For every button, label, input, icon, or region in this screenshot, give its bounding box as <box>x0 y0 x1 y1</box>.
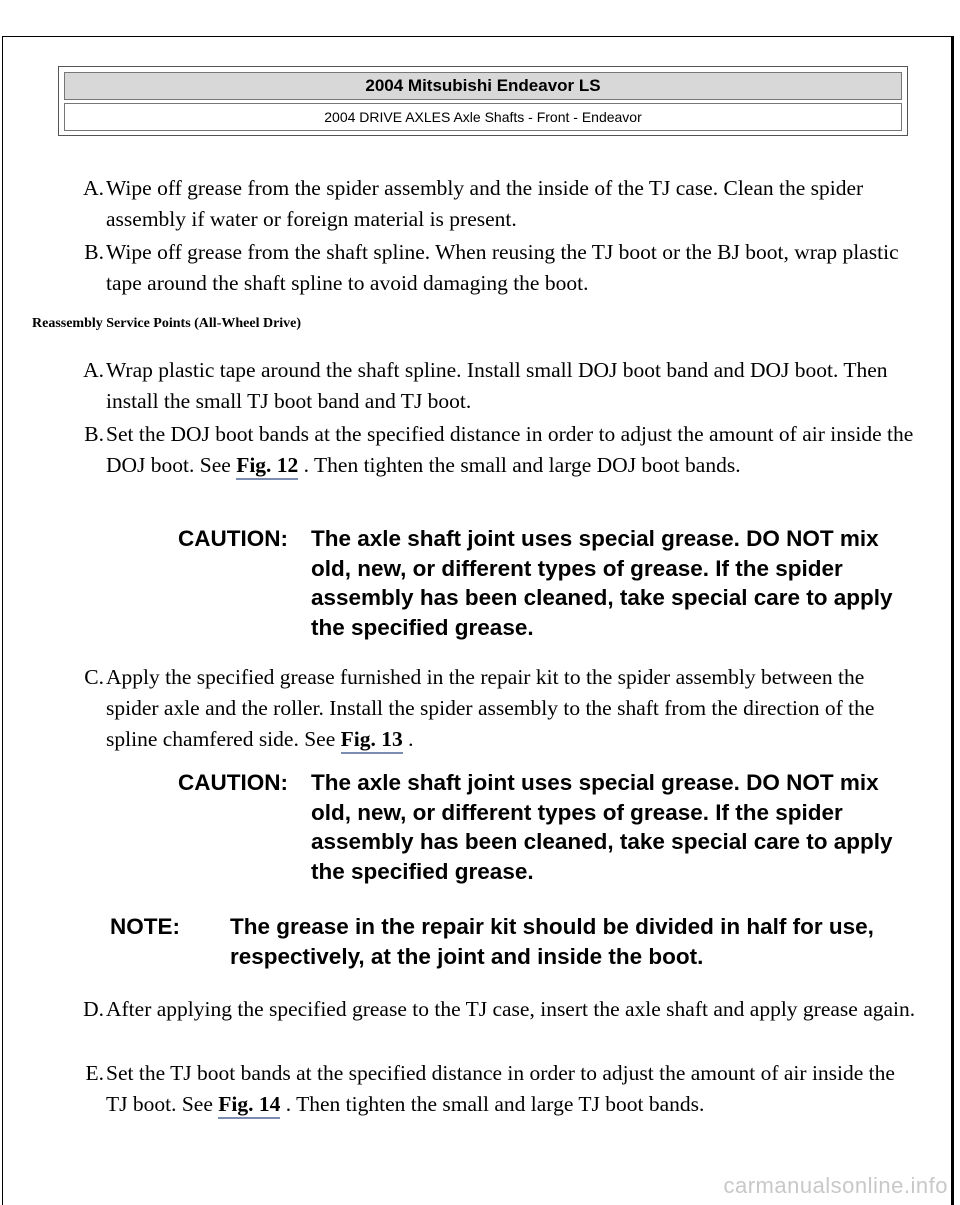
item-text-before: Set the TJ boot bands at the specified distance in order to adjust the amount of air inside the TJ boot. See <box>106 1061 895 1116</box>
item-text <box>106 1058 920 1120</box>
fig-13-link[interactable]: Fig. 13 <box>341 727 403 754</box>
item-text <box>106 662 920 755</box>
item-text-after: . <box>408 727 414 751</box>
section-heading: Reassembly Service Points (All-Wheel Drive) <box>32 316 302 331</box>
section-subtitle: 2004 DRIVE AXLES Axle Shafts - Front - Endeavor <box>64 103 902 131</box>
note-label: NOTE: <box>110 914 180 939</box>
item-letter: B. <box>84 240 104 264</box>
site-watermark: carmanualsonline.info <box>723 1173 948 1198</box>
item-text: Wipe off grease from the shaft spline. When reusing the TJ boot or the BJ boot, wrap plastic tape around the shaft spline to avoid damaging the boot. <box>106 240 899 295</box>
reassembly-item-c <box>70 662 920 755</box>
caution-label: CAUTION: <box>178 770 288 795</box>
caution-notice-1 <box>178 524 908 642</box>
item-text-after: . Then tighten the small and large DOJ boot bands. <box>303 453 741 477</box>
item-letter: A. <box>83 358 104 382</box>
reassembly-item-e <box>70 1058 920 1120</box>
item-text-after: . Then tighten the small and large TJ boot bands. <box>285 1092 705 1116</box>
item-text: After applying the specified grease to the TJ case, insert the axle shaft and apply grease again. <box>106 997 916 1021</box>
caution-text: The axle shaft joint uses special grease. DO NOT mix old, new, or different types of grease. If the spider assembly has been cleaned, take special care to apply the specified grease. <box>311 526 893 640</box>
note-notice <box>110 912 908 971</box>
fig-12-link[interactable]: Fig. 12 <box>236 453 298 480</box>
item-text: Wrap plastic tape around the shaft spline. Install small DOJ boot band and DOJ boot. Then install the small TJ boot band and TJ boot. <box>106 358 888 413</box>
item-text-before: Set the DOJ boot bands at the specified distance in order to adjust the amount of air inside the DOJ boot. See <box>106 422 914 477</box>
list-item-a <box>70 173 920 235</box>
list-item-b <box>70 237 920 299</box>
item-text-before: Apply the specified grease furnished in the repair kit to the spider assembly between the spider axle and the roller. Install the spider assembly to the shaft from the direction of the spline chamfered side. See <box>106 665 875 751</box>
item-letter: B. <box>84 422 104 446</box>
vehicle-title: 2004 Mitsubishi Endeavor LS <box>64 72 902 100</box>
item-text: Wipe off grease from the spider assembly and the inside of the TJ case. Clean the spider assembly if water or foreign material is present. <box>106 176 864 231</box>
caution-notice-2 <box>178 768 908 886</box>
caution-label: CAUTION: <box>178 526 288 551</box>
reassembly-item-d <box>70 994 920 1025</box>
item-letter: E. <box>85 1061 104 1085</box>
fig-14-link[interactable]: Fig. 14 <box>218 1092 280 1119</box>
reassembly-item-a <box>70 355 920 417</box>
item-letter: D. <box>83 997 104 1021</box>
reassembly-item-b <box>70 419 920 481</box>
document-header <box>58 66 908 136</box>
item-letter: C. <box>84 665 104 689</box>
note-text: The grease in the repair kit should be divided in half for use, respectively, at the joint and inside the boot. <box>230 914 874 969</box>
item-letter: A. <box>83 176 104 200</box>
caution-text: The axle shaft joint uses special grease. DO NOT mix old, new, or different types of grease. If the spider assembly has been cleaned, take special care to apply the specified grease. <box>311 770 893 884</box>
item-text <box>106 419 920 481</box>
